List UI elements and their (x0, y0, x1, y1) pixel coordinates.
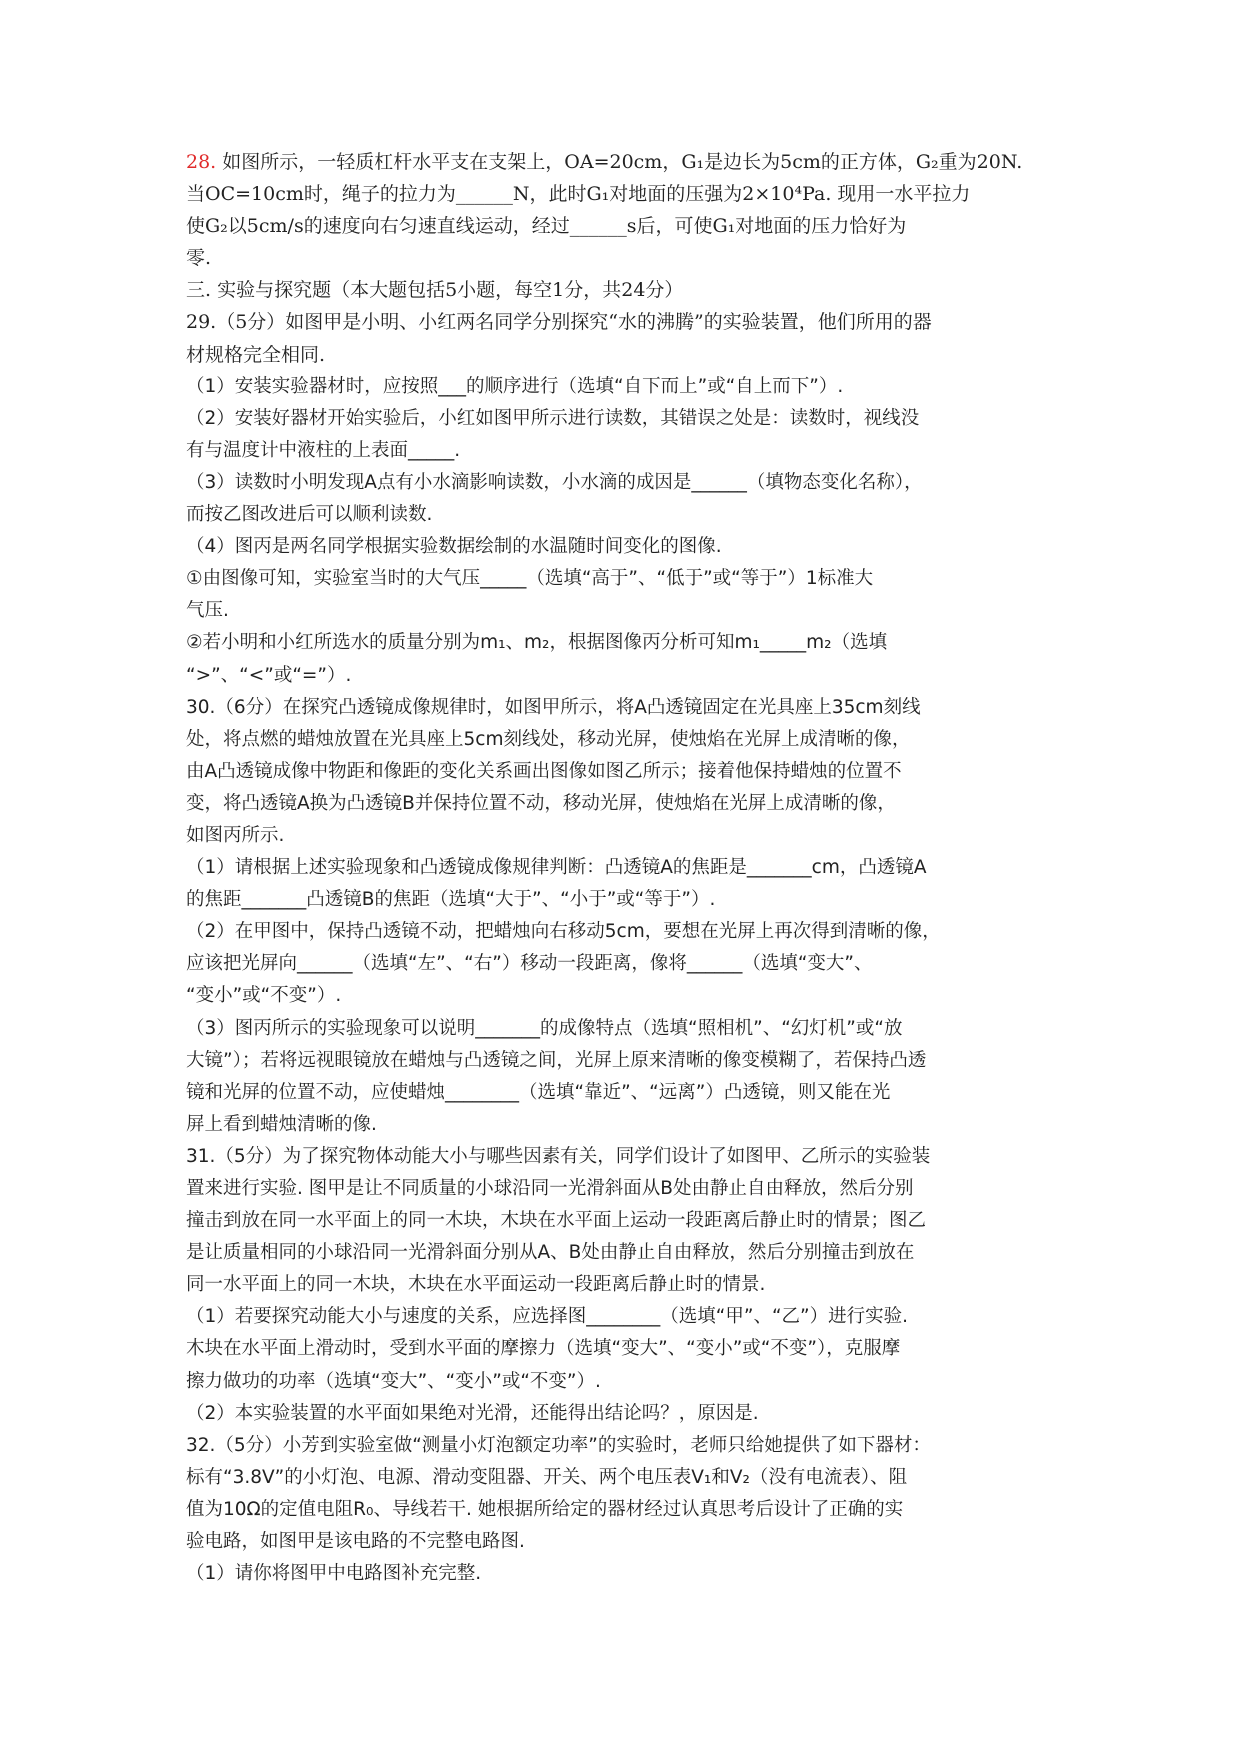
q29-line-1: 29.（5分）如图甲是小明、小红两名同学分别探究“水的沸腾”的实验装置，他们所用的器 (186, 311, 932, 334)
exam-page (186, 146, 1066, 1590)
q29-line-2: 材规格完全相同. (186, 343, 326, 366)
q32-line-1: 32.（5分）小芳到实验室做“测量小灯泡额定功率”的实验时，老师只给她提供了如下器材： (186, 1434, 931, 1456)
q31-line-4: 是让质量相同的小球沿同一光滑斜面分别从A、B处由静止自由释放，然后分别撞击到放在 (186, 1242, 915, 1264)
q31-line-9: （2）本实验装置的水平面如果绝对光滑，还能得出结论吗？，原因是. (186, 1402, 759, 1424)
q30-line-11: （3）图丙所示的实验现象可以说明_______的成像特点（选填“照相机”、“幻灯机”或“放 (186, 1017, 903, 1039)
q30-line-3: 由A凸透镜成像中物距和像距的变化关系画出图像如图乙所示；接着他保持蜡烛的位置不 (186, 760, 902, 782)
q29-line-5: 有与温度计中液柱的上表面_____. (186, 439, 461, 461)
q30-line-12: 大镜”）；若将远视眼镜放在蜡烛与凸透镜之间，光屏上原来清晰的像变模糊了，若保持凸透 (186, 1049, 927, 1071)
q31-line-7: 木块在水平面上滑动时，受到水平面的摩擦力（选填“变大”、“变小”或“不变”），克服摩 (186, 1338, 901, 1360)
q32-line-3: 值为10Ω的定值电阻R₀、导线若干. 她根据所给定的器材经过认真思考后设计了正确的实 (186, 1498, 904, 1520)
q30-line-8: （2）在甲图中，保持凸透镜不动，把蜡烛向右移动5cm，要想在光屏上再次得到清晰的像， (186, 921, 941, 943)
q30-line-13: 镜和光屏的位置不动，应使蜡烛________（选填“靠近”、“远离”）凸透镜，则又能在光 (186, 1081, 891, 1103)
q32-line-5: （1）请你将图甲中电路图补充完整. (186, 1563, 482, 1585)
q30-line-1: 30.（6分）在探究凸透镜成像规律时，如图甲所示，将A凸透镜固定在光具座上35cm刻线 (186, 696, 921, 718)
q28-line-4: 零. (186, 247, 212, 270)
q31-line-1: 31.（5分）为了探究物体动能大小与哪些因素有关，同学们设计了如图甲、乙所示的实验装 (186, 1145, 931, 1167)
q28-line-2: 当OC=10cm时，绳子的拉力为______N，此时G₁对地面的压强为2×10⁴Pa. 现用一水平拉力 (186, 183, 971, 206)
q31-line-6: （1）若要探究动能大小与速度的关系，应选择图________（选填“甲”、“乙”）进行实验. (186, 1306, 908, 1328)
q29-line-9: ①由图像可知，实验室当时的大气压_____（选填“高于”、“低于”或“等于”）1标准大 (186, 568, 874, 590)
q28-line-1 (186, 146, 1066, 178)
q28-text-1: 如图所示，一轻质杠杆水平支在支架上，OA=20cm，G₁是边长为5cm的正方体，G₂重为20N. (222, 151, 1023, 173)
q29-line-10: 气压. (186, 600, 229, 622)
q31-line-3: 撞击到放在同一水平面上的同一木块，木块在水平面上运动一段距离后静止时的情景；图乙 (186, 1210, 927, 1232)
q28-number: 28. (186, 151, 217, 173)
q29-line-3: （1）安装实验器材时，应按照___的顺序进行（选填“自下而上”或“自上而下”）. (186, 375, 844, 397)
section-heading: 三. 实验与探究题（本大题包括5小题，每空1分，共24分） (186, 279, 684, 302)
q30-line-14: 屏上看到蜡烛清晰的像. (186, 1113, 377, 1135)
q31-line-2: 置来进行实验. 图甲是让不同质量的小球沿同一光滑斜面从B处由静止自由释放，然后分别 (186, 1178, 914, 1199)
q30-line-7: 的焦距_______凸透镜B的焦距（选填“大于”、“小于”或“等于”）. (186, 889, 716, 911)
q30-line-2: 处，将点燃的蜡烛放置在光具座上5cm刻线处，移动光屏，使烛焰在光屏上成清晰的像， (186, 728, 911, 750)
q28-line-3: 使G₂以5cm/s的速度向右匀速直线运动，经过______s后，可使G₁对地面的压力恰好为 (186, 215, 907, 238)
q30-line-6: （1）请根据上述实验现象和凸透镜成像规律判断：凸透镜A的焦距是_______cm，凸透镜A (186, 857, 927, 879)
q29-line-12: “>”、“<”或“=”）. (186, 664, 352, 686)
q29-line-8: （4）图丙是两名同学根据实验数据绘制的水温随时间变化的图像. (186, 536, 722, 558)
q32-line-4: 验电路，如图甲是该电路的不完整电路图. (186, 1531, 525, 1553)
q30-line-10: “变小”或“不变”）. (186, 985, 342, 1007)
q29-line-4: （2）安装好器材开始实验后，小红如图甲所示进行读数，其错误之处是：读数时，视线没 (186, 407, 920, 429)
q31-line-5: 同一水平面上的同一木块，木块在水平面运动一段距离后静止时的情景. (186, 1274, 766, 1296)
q30-line-9: 应该把光屏向______（选填“左”、“右”）移动一段距离，像将______（选填“变大”、 (186, 953, 873, 975)
q32-line-2: 标有“3.8V”的小灯泡、电源、滑动变阻器、开关、两个电压表V₁和V₂（没有电流表）、阻 (186, 1466, 908, 1488)
q30-line-4: 变，将凸透镜A换为凸透镜B并保持位置不动，移动光屏，使烛焰在光屏上成清晰的像， (186, 792, 896, 814)
q29-line-6: （3）读数时小明发现A点有小水滴影响读数，小水滴的成因是______（填物态变化名称）， (186, 471, 923, 493)
q29-line-11: ②若小明和小红所选水的质量分别为m₁、m₂，根据图像丙分析可知m₁_____m₂（选填 (186, 632, 888, 654)
q30-line-5: 如图丙所示. (186, 824, 285, 846)
q29-line-7: 而按乙图改进后可以顺利读数. (186, 504, 433, 526)
q31-line-8: 擦力做功的功率（选填“变大”、“变小”或“不变”）. (186, 1370, 601, 1392)
